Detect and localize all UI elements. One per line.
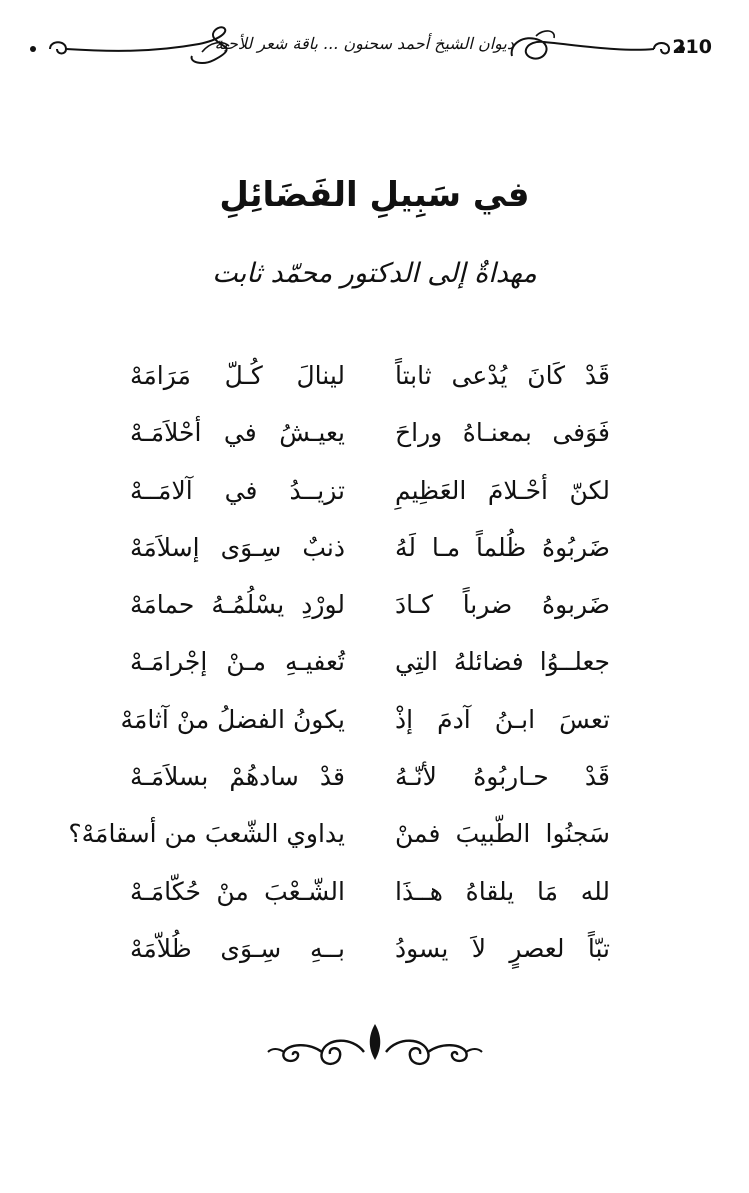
verse-first-hemistich: قَدْ كَانَ يُدْعى ثابتاً xyxy=(395,361,610,390)
left-swirl-icon xyxy=(50,42,66,53)
verse-first-hemistich: جعلــوُا فضائلهُ التِي xyxy=(395,647,610,677)
verse xyxy=(130,925,610,982)
verse xyxy=(130,352,610,409)
verse-second-hemistich: يداوي الشّعبَ من أسقامَهْ؟ xyxy=(68,819,345,849)
verse xyxy=(130,868,610,925)
verse-first-hemistich: تبّاً لعصرٍ لاَ يسودُ xyxy=(395,933,610,963)
verse-second-hemistich: ذنبٌ سِـوَى إسلاَمَهْ xyxy=(130,532,345,562)
verse-first-hemistich: ضَربوهُ ضرباً كـادَ xyxy=(395,590,610,620)
page-number: 210 xyxy=(672,36,712,58)
verse-second-hemistich: الشّـعْبَ منْ حُكّامَـهْ xyxy=(130,876,345,906)
verse xyxy=(130,638,610,695)
poem-dedication: مهداةٌ إلى الدكتور محمّد ثابت xyxy=(212,258,537,289)
verse-second-hemistich: بــهِ سِـوَى ظُلاّمَهْ xyxy=(130,933,345,963)
verse-second-hemistich: يكونُ الفضلُ منْ آثامَهْ xyxy=(120,704,345,734)
verse xyxy=(130,753,610,810)
right-swirl-icon xyxy=(654,43,669,54)
right-flourish-line xyxy=(512,38,654,58)
verse xyxy=(120,696,610,753)
verse-first-hemistich: قَدْ حـاربُوهُ لأنّـهُ xyxy=(395,762,610,792)
header-dot-left xyxy=(30,46,36,52)
verse-first-hemistich: لكنّ أحْـلامَ العَظِيمِ xyxy=(395,475,610,505)
verse xyxy=(130,409,610,466)
verse-first-hemistich: فَوَفى بمعنـاهُ وراحَ xyxy=(395,418,610,448)
verse-first-hemistich: تعسَ ابـنُ آدمَ إذْ xyxy=(395,704,610,734)
verse-second-hemistich: تزيــدُ في آلامَــهْ xyxy=(130,475,345,505)
verse-second-hemistich: قدْ سادهُمْ بسلاَمَـهْ xyxy=(130,762,345,792)
poem-body xyxy=(68,352,610,982)
verse xyxy=(130,581,610,638)
verse-second-hemistich: لورْدِ يسْلُمُـهُ حمامَهْ xyxy=(130,590,345,620)
page-header xyxy=(24,22,724,78)
verse-first-hemistich: سَجنُوا الطّبيبَ فمنْ xyxy=(395,819,610,849)
verse-second-hemistich: تُعفيـهِ مـنْ إجْرامَـهْ xyxy=(130,647,345,677)
verse-first-hemistich: ضَربُوهُ ظُلماً مـا لَهُ xyxy=(395,532,610,562)
running-title: ديوان الشيخ أحمد سحنون ... باقة شعر للأحبة xyxy=(214,34,514,53)
verse xyxy=(130,467,610,524)
verse-first-hemistich: لله مَا يلقاهُ هــذَا xyxy=(395,876,610,906)
left-flourish-line xyxy=(66,27,227,63)
verse-second-hemistich: يعيـشُ في أحْلاَمَـهْ xyxy=(130,418,345,448)
verse-second-hemistich: لينالَ كُـلّ مَرَامَهْ xyxy=(130,361,345,390)
poem-title: في سَبِيلِ الفَضَائِلِ xyxy=(219,175,530,215)
verse xyxy=(130,524,610,581)
end-ornament-icon xyxy=(264,1018,486,1078)
verse xyxy=(68,810,610,867)
